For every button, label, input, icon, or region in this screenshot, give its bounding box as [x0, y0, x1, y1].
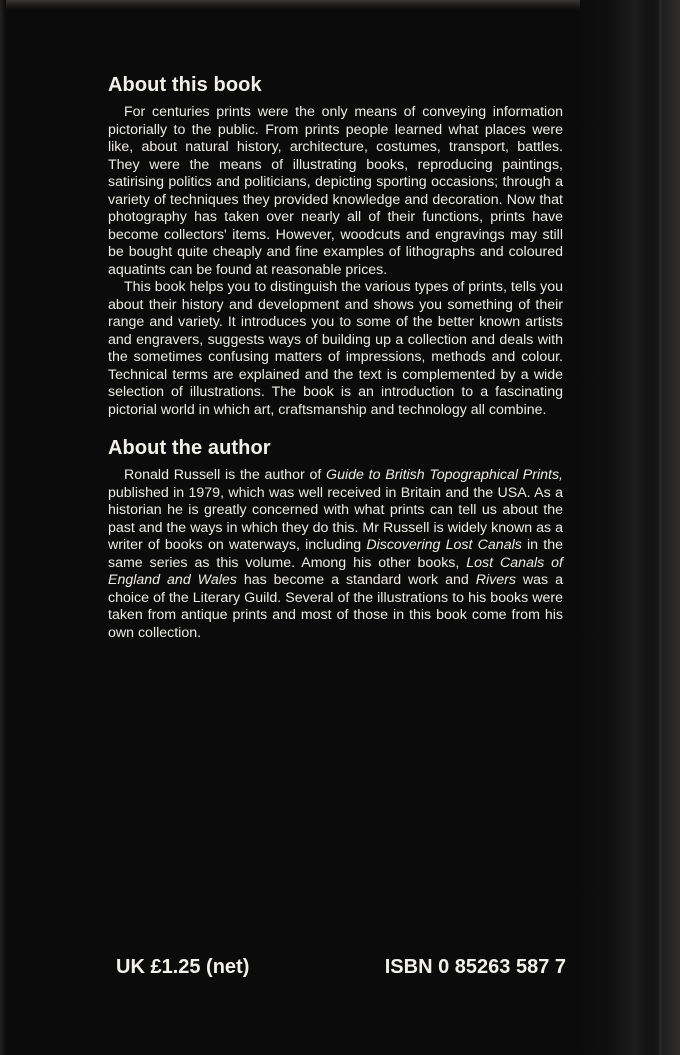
spine-crease	[659, 0, 662, 1055]
about-author-paragraph	[108, 467, 563, 642]
worn-top-edge	[0, 0, 680, 10]
author-title-rivers: Rivers	[475, 572, 516, 588]
worn-left-edge	[0, 0, 6, 1055]
author-text-3: in the same series as this volume. Among his other books,	[108, 537, 563, 571]
cover-footer	[116, 956, 566, 986]
about-book-paragraph-2: This book helps you to distinguish the various types of prints, tells you about their history and development and shows you something of their range and variety. It introduces you to some of the better known artists and engravers, suggests ways of building up a collection and deals with the sometimes confusing matters of impressions, methods and colour. Technical terms are explained and the text is complemented by a wide selection of illustrations. The book is an introduction to a fascinating pictorial world in which art, craftsmanship and technology all combine.	[108, 279, 563, 418]
about-book-paragraph-1: For centuries prints were the only means of conveying information pictorially to the public. From prints people learned what places were like, about natural history, architecture, costumes, transport, battles. They were the means of illustrating books, reproducing paintings, satirising politics and politicians, depicting sporting occasions; through a variety of techniques they provided knowledge and decoration. Now that photography has taken over nearly all of their functions, prints have become collectors' items. However, woodcuts and engravings may still be bought quite cheaply and fine examples of lithographs and coloured aquatints can be found at reasonable prices.	[108, 104, 563, 278]
about-book-heading: About this book	[108, 74, 262, 96]
author-text-4: has become a standard work and	[236, 572, 476, 588]
author-text-1: Ronald Russell is the author of	[124, 467, 327, 483]
author-text-5: was a choice of the Literary Guild. Several of the illustrations to his books were taken from antique prints and most of those in this book come from his own collection.	[108, 572, 563, 641]
author-title-discovering: Discovering Lost Canals	[366, 537, 522, 553]
author-title-guide: Guide to British Topographical Prints,	[326, 467, 563, 483]
author-title-lost-canals: Lost Canals of England and Wales	[108, 554, 563, 588]
spine-wear	[580, 0, 680, 1055]
isbn-label: ISBN 0 85263 587 7	[384, 956, 566, 978]
blurb-text	[108, 74, 563, 642]
price-label: UK £1.25 (net)	[116, 956, 250, 978]
about-author-heading: About the author	[108, 437, 271, 459]
author-text-2: published in 1979, which was well received in Britain and the USA. As a historian he is greatly concerned with what prints can tell us about the past and the ways in which they do this. Mr Russell is widely known as a writer of books on waterways, including	[108, 484, 563, 553]
